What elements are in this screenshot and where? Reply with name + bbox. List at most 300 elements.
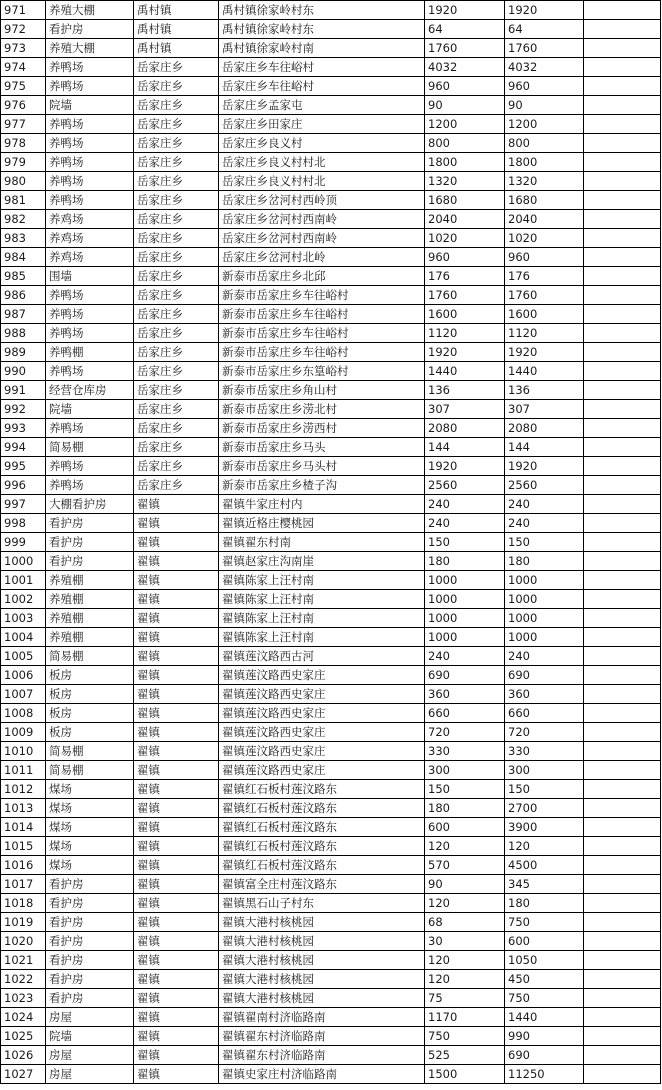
- location-cell: 翟镇红石板村莲汶路东: [219, 837, 425, 856]
- building-type-cell: 院墙: [46, 96, 134, 115]
- township-cell: 禹村镇: [134, 1, 219, 20]
- table-row: [1, 799, 661, 818]
- row-number-cell: 973: [1, 39, 46, 58]
- area-cell: 360: [425, 685, 505, 704]
- table-row: [1, 590, 661, 609]
- building-type-cell: 简易棚: [46, 438, 134, 457]
- row-number-cell: 995: [1, 457, 46, 476]
- area-cell: 960: [425, 77, 505, 96]
- total-area-cell: 1000: [505, 609, 584, 628]
- location-cell: 岳家庄乡良义村: [219, 134, 425, 153]
- area-cell: 1760: [425, 39, 505, 58]
- remark-cell: [584, 153, 661, 172]
- township-cell: 岳家庄乡: [134, 267, 219, 286]
- row-number-cell: 985: [1, 267, 46, 286]
- remark-cell: [584, 837, 661, 856]
- area-cell: 1120: [425, 324, 505, 343]
- location-cell: 岳家庄乡良义村村北: [219, 153, 425, 172]
- table-row: [1, 628, 661, 647]
- row-number-cell: 1026: [1, 1046, 46, 1065]
- building-type-cell: 养鸭场: [46, 172, 134, 191]
- building-type-cell: 看护房: [46, 932, 134, 951]
- building-type-cell: 养殖棚: [46, 628, 134, 647]
- building-type-cell: 煤场: [46, 856, 134, 875]
- location-cell: 翟镇红石板村莲汶路东: [219, 799, 425, 818]
- total-area-cell: 240: [505, 647, 584, 666]
- row-number-cell: 977: [1, 115, 46, 134]
- area-cell: 240: [425, 495, 505, 514]
- township-cell: 翟镇: [134, 552, 219, 571]
- township-cell: 岳家庄乡: [134, 476, 219, 495]
- row-number-cell: 1002: [1, 590, 46, 609]
- row-number-cell: 972: [1, 20, 46, 39]
- row-number-cell: 1001: [1, 571, 46, 590]
- row-number-cell: 975: [1, 77, 46, 96]
- township-cell: 岳家庄乡: [134, 248, 219, 267]
- row-number-cell: 982: [1, 210, 46, 229]
- row-number-cell: 1019: [1, 913, 46, 932]
- location-cell: 翟镇大港村核桃园: [219, 913, 425, 932]
- location-cell: 翟镇大港村核桃园: [219, 989, 425, 1008]
- remark-cell: [584, 609, 661, 628]
- row-number-cell: 1010: [1, 742, 46, 761]
- table-row: [1, 552, 661, 571]
- total-area-cell: 660: [505, 704, 584, 723]
- table-body: [1, 1, 661, 1084]
- remark-cell: [584, 989, 661, 1008]
- table-row: [1, 286, 661, 305]
- location-cell: 新泰市岳家庄乡车往峪村: [219, 286, 425, 305]
- table-row: [1, 514, 661, 533]
- remark-cell: [584, 77, 661, 96]
- row-number-cell: 1023: [1, 989, 46, 1008]
- remark-cell: [584, 552, 661, 571]
- row-number-cell: 1025: [1, 1027, 46, 1046]
- remark-cell: [584, 286, 661, 305]
- total-area-cell: 4500: [505, 856, 584, 875]
- table-row: [1, 210, 661, 229]
- table-row: [1, 362, 661, 381]
- area-cell: 690: [425, 666, 505, 685]
- township-cell: 岳家庄乡: [134, 324, 219, 343]
- total-area-cell: 144: [505, 438, 584, 457]
- building-type-cell: 煤场: [46, 799, 134, 818]
- location-cell: 翟镇莲汶路西史家庄: [219, 685, 425, 704]
- location-cell: 翟镇陈家上汪村南: [219, 628, 425, 647]
- area-cell: 1920: [425, 1, 505, 20]
- building-type-cell: 围墙: [46, 267, 134, 286]
- building-type-cell: 养殖大棚: [46, 1, 134, 20]
- remark-cell: [584, 856, 661, 875]
- location-cell: 翟镇莲汶路西古河: [219, 647, 425, 666]
- building-type-cell: 房屋: [46, 1008, 134, 1027]
- township-cell: 禹村镇: [134, 20, 219, 39]
- township-cell: 岳家庄乡: [134, 457, 219, 476]
- location-cell: 岳家庄乡田家庄: [219, 115, 425, 134]
- table-row: [1, 856, 661, 875]
- row-number-cell: 980: [1, 172, 46, 191]
- area-cell: 68: [425, 913, 505, 932]
- building-type-cell: 养鸭场: [46, 153, 134, 172]
- area-cell: 750: [425, 1027, 505, 1046]
- building-type-cell: 看护房: [46, 989, 134, 1008]
- area-cell: 1440: [425, 362, 505, 381]
- area-cell: 64: [425, 20, 505, 39]
- remark-cell: [584, 951, 661, 970]
- table-row: [1, 894, 661, 913]
- remark-cell: [584, 628, 661, 647]
- total-area-cell: 120: [505, 837, 584, 856]
- remark-cell: [584, 799, 661, 818]
- total-area-cell: 690: [505, 1046, 584, 1065]
- area-cell: 1020: [425, 229, 505, 248]
- row-number-cell: 993: [1, 419, 46, 438]
- total-area-cell: 330: [505, 742, 584, 761]
- township-cell: 翟镇: [134, 818, 219, 837]
- table-row: [1, 495, 661, 514]
- table-row: [1, 932, 661, 951]
- total-area-cell: 360: [505, 685, 584, 704]
- building-type-cell: 大棚看护房: [46, 495, 134, 514]
- table-row: [1, 761, 661, 780]
- table-row: [1, 20, 661, 39]
- row-number-cell: 991: [1, 381, 46, 400]
- location-cell: 新泰市岳家庄乡马头: [219, 438, 425, 457]
- location-cell: 新泰市岳家庄乡车往峪村: [219, 324, 425, 343]
- table-row: [1, 704, 661, 723]
- township-cell: 岳家庄乡: [134, 400, 219, 419]
- total-area-cell: 3900: [505, 818, 584, 837]
- remark-cell: [584, 343, 661, 362]
- table-row: [1, 115, 661, 134]
- total-area-cell: 64: [505, 20, 584, 39]
- area-cell: 570: [425, 856, 505, 875]
- remark-cell: [584, 685, 661, 704]
- remark-cell: [584, 780, 661, 799]
- total-area-cell: 11250: [505, 1065, 584, 1084]
- total-area-cell: 750: [505, 913, 584, 932]
- township-cell: 岳家庄乡: [134, 191, 219, 210]
- row-number-cell: 997: [1, 495, 46, 514]
- location-cell: 岳家庄乡车往峪村: [219, 77, 425, 96]
- location-cell: 新泰市岳家庄乡涝西村: [219, 419, 425, 438]
- township-cell: 翟镇: [134, 628, 219, 647]
- township-cell: 翟镇: [134, 856, 219, 875]
- total-area-cell: 1920: [505, 457, 584, 476]
- remark-cell: [584, 742, 661, 761]
- table-row: [1, 96, 661, 115]
- total-area-cell: 345: [505, 875, 584, 894]
- remark-cell: [584, 761, 661, 780]
- row-number-cell: 998: [1, 514, 46, 533]
- total-area-cell: 1800: [505, 153, 584, 172]
- area-cell: 1600: [425, 305, 505, 324]
- row-number-cell: 983: [1, 229, 46, 248]
- township-cell: 翟镇: [134, 514, 219, 533]
- township-cell: 禹村镇: [134, 39, 219, 58]
- area-cell: 800: [425, 134, 505, 153]
- area-cell: 1170: [425, 1008, 505, 1027]
- building-type-cell: 养鸡场: [46, 248, 134, 267]
- row-number-cell: 989: [1, 343, 46, 362]
- building-type-cell: 养鸡场: [46, 210, 134, 229]
- location-cell: 翟镇史家庄村济临路南: [219, 1065, 425, 1084]
- total-area-cell: 960: [505, 248, 584, 267]
- remark-cell: [584, 875, 661, 894]
- location-cell: 翟镇翟南村济临路南: [219, 1008, 425, 1027]
- location-cell: 翟镇莲汶路西史家庄: [219, 723, 425, 742]
- area-cell: 150: [425, 780, 505, 799]
- remark-cell: [584, 305, 661, 324]
- area-cell: 1320: [425, 172, 505, 191]
- remark-cell: [584, 362, 661, 381]
- building-type-cell: 养鸭场: [46, 191, 134, 210]
- table-row: [1, 913, 661, 932]
- location-cell: 翟镇红石板村莲汶路东: [219, 856, 425, 875]
- location-cell: 翟镇莲汶路西史家庄: [219, 666, 425, 685]
- total-area-cell: 240: [505, 495, 584, 514]
- building-type-cell: 房屋: [46, 1046, 134, 1065]
- township-cell: 翟镇: [134, 837, 219, 856]
- row-number-cell: 1006: [1, 666, 46, 685]
- row-number-cell: 1027: [1, 1065, 46, 1084]
- location-cell: 翟镇黑石山子村东: [219, 894, 425, 913]
- building-type-cell: 看护房: [46, 533, 134, 552]
- township-cell: 翟镇: [134, 1008, 219, 1027]
- row-number-cell: 979: [1, 153, 46, 172]
- total-area-cell: 1440: [505, 1008, 584, 1027]
- row-number-cell: 1000: [1, 552, 46, 571]
- table-row: [1, 1046, 661, 1065]
- area-cell: 2080: [425, 419, 505, 438]
- remark-cell: [584, 894, 661, 913]
- total-area-cell: 1600: [505, 305, 584, 324]
- building-type-cell: 煤场: [46, 837, 134, 856]
- area-cell: 330: [425, 742, 505, 761]
- table-row: [1, 571, 661, 590]
- row-number-cell: 1008: [1, 704, 46, 723]
- building-type-cell: 看护房: [46, 552, 134, 571]
- building-type-cell: 板房: [46, 723, 134, 742]
- township-cell: 翟镇: [134, 609, 219, 628]
- area-cell: 30: [425, 932, 505, 951]
- total-area-cell: 1000: [505, 571, 584, 590]
- location-cell: 岳家庄乡良义村村北: [219, 172, 425, 191]
- table-row: [1, 837, 661, 856]
- area-cell: 90: [425, 96, 505, 115]
- remark-cell: [584, 818, 661, 837]
- remark-cell: [584, 172, 661, 191]
- total-area-cell: 1000: [505, 628, 584, 647]
- table-row: [1, 39, 661, 58]
- township-cell: 翟镇: [134, 970, 219, 989]
- township-cell: 翟镇: [134, 913, 219, 932]
- table-row: [1, 951, 661, 970]
- total-area-cell: 1760: [505, 286, 584, 305]
- area-cell: 136: [425, 381, 505, 400]
- township-cell: 翟镇: [134, 1065, 219, 1084]
- table-row: [1, 305, 661, 324]
- row-number-cell: 976: [1, 96, 46, 115]
- area-cell: 1000: [425, 590, 505, 609]
- row-number-cell: 992: [1, 400, 46, 419]
- total-area-cell: 307: [505, 400, 584, 419]
- remark-cell: [584, 229, 661, 248]
- total-area-cell: 300: [505, 761, 584, 780]
- building-type-cell: 养殖棚: [46, 590, 134, 609]
- area-cell: 120: [425, 970, 505, 989]
- remark-cell: [584, 913, 661, 932]
- township-cell: 岳家庄乡: [134, 115, 219, 134]
- location-cell: 岳家庄乡车往峪村: [219, 58, 425, 77]
- remark-cell: [584, 96, 661, 115]
- location-cell: 翟镇陈家上汪村南: [219, 609, 425, 628]
- building-type-cell: 板房: [46, 704, 134, 723]
- location-cell: 翟镇赵家庄沟南崖: [219, 552, 425, 571]
- table-row: [1, 248, 661, 267]
- location-cell: 翟镇富全庄村莲汶路东: [219, 875, 425, 894]
- building-type-cell: 看护房: [46, 970, 134, 989]
- row-number-cell: 1003: [1, 609, 46, 628]
- total-area-cell: 1760: [505, 39, 584, 58]
- remark-cell: [584, 571, 661, 590]
- total-area-cell: 150: [505, 533, 584, 552]
- building-type-cell: 院墙: [46, 400, 134, 419]
- township-cell: 翟镇: [134, 780, 219, 799]
- building-type-cell: 煤场: [46, 780, 134, 799]
- township-cell: 岳家庄乡: [134, 305, 219, 324]
- row-number-cell: 1020: [1, 932, 46, 951]
- remark-cell: [584, 191, 661, 210]
- row-number-cell: 1009: [1, 723, 46, 742]
- location-cell: 翟镇莲汶路西史家庄: [219, 704, 425, 723]
- building-type-cell: 养鸭场: [46, 134, 134, 153]
- township-cell: 岳家庄乡: [134, 134, 219, 153]
- township-cell: 岳家庄乡: [134, 77, 219, 96]
- remark-cell: [584, 514, 661, 533]
- row-number-cell: 996: [1, 476, 46, 495]
- row-number-cell: 971: [1, 1, 46, 20]
- area-cell: 1800: [425, 153, 505, 172]
- remark-cell: [584, 1065, 661, 1084]
- table-row: [1, 172, 661, 191]
- location-cell: 翟镇翟东村济临路南: [219, 1027, 425, 1046]
- total-area-cell: 450: [505, 970, 584, 989]
- remark-cell: [584, 1046, 661, 1065]
- total-area-cell: 2700: [505, 799, 584, 818]
- total-area-cell: 1050: [505, 951, 584, 970]
- table-row: [1, 989, 661, 1008]
- building-type-cell: 看护房: [46, 913, 134, 932]
- remark-cell: [584, 39, 661, 58]
- township-cell: 翟镇: [134, 590, 219, 609]
- township-cell: 岳家庄乡: [134, 229, 219, 248]
- row-number-cell: 1021: [1, 951, 46, 970]
- total-area-cell: 960: [505, 77, 584, 96]
- township-cell: 岳家庄乡: [134, 286, 219, 305]
- building-type-cell: 养鸭场: [46, 362, 134, 381]
- building-type-cell: 板房: [46, 685, 134, 704]
- location-cell: 岳家庄乡岔河村西南岭: [219, 229, 425, 248]
- total-area-cell: 2040: [505, 210, 584, 229]
- remark-cell: [584, 134, 661, 153]
- building-type-cell: 养鸡场: [46, 229, 134, 248]
- remark-cell: [584, 1027, 661, 1046]
- table-row: [1, 1008, 661, 1027]
- row-number-cell: 1005: [1, 647, 46, 666]
- total-area-cell: 180: [505, 552, 584, 571]
- area-cell: 240: [425, 647, 505, 666]
- remark-cell: [584, 1008, 661, 1027]
- row-number-cell: 1007: [1, 685, 46, 704]
- table-row: [1, 77, 661, 96]
- remark-cell: [584, 267, 661, 286]
- building-type-cell: 养鸭场: [46, 476, 134, 495]
- total-area-cell: 1000: [505, 590, 584, 609]
- location-cell: 新泰市岳家庄乡马头村: [219, 457, 425, 476]
- total-area-cell: 4032: [505, 58, 584, 77]
- row-number-cell: 1015: [1, 837, 46, 856]
- row-number-cell: 1014: [1, 818, 46, 837]
- total-area-cell: 690: [505, 666, 584, 685]
- area-cell: 144: [425, 438, 505, 457]
- building-type-cell: 看护房: [46, 514, 134, 533]
- township-cell: 岳家庄乡: [134, 153, 219, 172]
- township-cell: 翟镇: [134, 989, 219, 1008]
- total-area-cell: 600: [505, 932, 584, 951]
- total-area-cell: 1680: [505, 191, 584, 210]
- row-number-cell: 1022: [1, 970, 46, 989]
- table-row: [1, 476, 661, 495]
- location-cell: 翟镇莲汶路西史家庄: [219, 761, 425, 780]
- row-number-cell: 981: [1, 191, 46, 210]
- location-cell: 翟镇陈家上汪村南: [219, 590, 425, 609]
- table-row: [1, 134, 661, 153]
- area-cell: 180: [425, 552, 505, 571]
- total-area-cell: 176: [505, 267, 584, 286]
- area-cell: 1500: [425, 1065, 505, 1084]
- township-cell: 岳家庄乡: [134, 419, 219, 438]
- total-area-cell: 990: [505, 1027, 584, 1046]
- building-type-cell: 院墙: [46, 1027, 134, 1046]
- township-cell: 岳家庄乡: [134, 172, 219, 191]
- township-cell: 翟镇: [134, 495, 219, 514]
- building-type-cell: 养殖棚: [46, 609, 134, 628]
- township-cell: 翟镇: [134, 761, 219, 780]
- area-cell: 1760: [425, 286, 505, 305]
- total-area-cell: 136: [505, 381, 584, 400]
- location-cell: 新泰市岳家庄乡北邱: [219, 267, 425, 286]
- table-row: [1, 438, 661, 457]
- table-row: [1, 267, 661, 286]
- township-cell: 岳家庄乡: [134, 438, 219, 457]
- area-cell: 2560: [425, 476, 505, 495]
- total-area-cell: 2560: [505, 476, 584, 495]
- total-area-cell: 1920: [505, 343, 584, 362]
- location-cell: 禹村镇徐家岭村南: [219, 39, 425, 58]
- area-cell: 1680: [425, 191, 505, 210]
- building-type-cell: 房屋: [46, 1065, 134, 1084]
- location-cell: 翟镇陈家上汪村南: [219, 571, 425, 590]
- row-number-cell: 987: [1, 305, 46, 324]
- total-area-cell: 800: [505, 134, 584, 153]
- row-number-cell: 1024: [1, 1008, 46, 1027]
- remark-cell: [584, 58, 661, 77]
- table-row: [1, 400, 661, 419]
- location-cell: 翟镇大港村核桃园: [219, 932, 425, 951]
- row-number-cell: 1017: [1, 875, 46, 894]
- table-row: [1, 818, 661, 837]
